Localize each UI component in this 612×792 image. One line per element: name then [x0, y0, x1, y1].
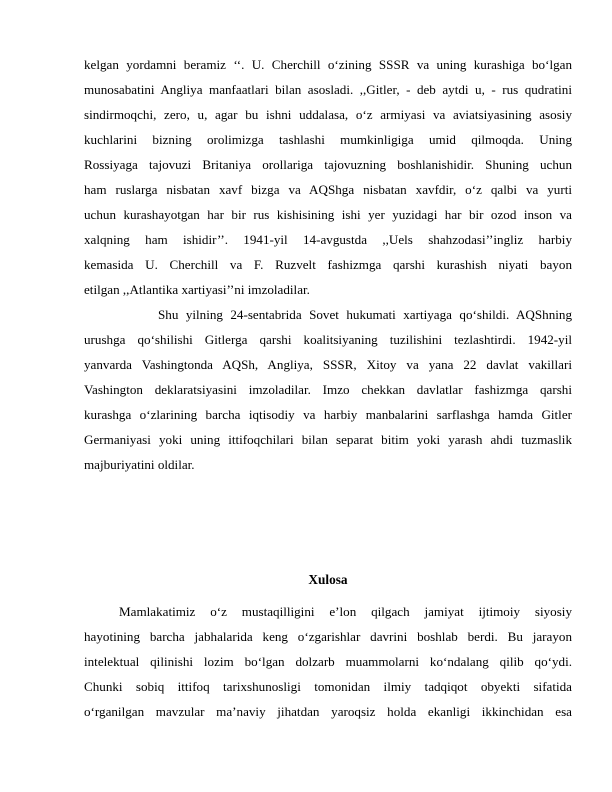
- text-line: kemasida U. Cherchill va F. Ruzvelt fashizmga qarshi kurashish niyati bayon: [84, 257, 572, 273]
- text-line: Vashington deklaratsiyasini imzoladilar. Imzo chekkan davlatlar fashizmga qarshi: [84, 382, 572, 398]
- section-heading: Xulosa: [308, 572, 348, 587]
- text-line: yanvarda Vashingtonda AQSh, Angliya, SSSR, Xitoy va yana 22 davlat vakillari: [84, 357, 572, 373]
- text-line: munosabatini Angliya manfaatlari bilan asosladi. ,,Gitler, - deb aytdi u, - rus qudratini: [84, 82, 572, 98]
- text-line: hayotining barcha jabhalarida keng o‘zgarishlar davrini boshlab berdi. Bu jarayon: [84, 629, 572, 645]
- paragraph-3: [84, 599, 572, 724]
- text-line: Germaniyasi yoki uning ittifoqchilari bilan separat bitim yoki yarash ahdi tuzmaslik: [84, 432, 572, 448]
- text-line: sindirmoqchi, zero, u, agar bu ishni uddalasa, o‘z armiyasi va aviatsiyasining asosiy: [84, 107, 572, 123]
- paragraph-2: [84, 302, 572, 477]
- text-line: kuchlarini bizning orolimizga tashlashi mumkinligiga umid qilmoqda. Uning: [84, 132, 572, 148]
- text-line: etilgan ,,Atlantika xartiyasi’’ni imzoladilar.: [84, 282, 310, 298]
- text-line: ham ruslarga nisbatan xavf bizga va AQShga nisbatan xavfdir, o‘z qalbi va yurti: [84, 182, 572, 198]
- text-line: majburiyatini oldilar.: [84, 457, 195, 473]
- text-line: intelektual qilinishi lozim bo‘lgan dolzarb muammolarni ko‘ndalang qilib qo‘ydi.: [84, 654, 572, 670]
- text-line: kurashga o‘zlarining barcha iqtisodiy va harbiy manbalarini sarflashga hamda Gitler: [84, 407, 572, 423]
- text-line: kelgan yordamni beramiz ‘‘. U. Cherchill o‘zining SSSR va uning kurashiga bo‘lgan: [84, 57, 572, 72]
- text-line: urushga qo‘shilishi Gitlerga qarshi koalitsiyaning tuzilishini tezlashtirdi. 1942-yil: [84, 332, 572, 348]
- text-line: Shu yilning 24-sentabrida Sovet hukumati xartiyaga qo‘shildi. AQShning: [158, 307, 572, 322]
- text-line: xalqning ham ishidir’’. 1941-yil 14-avgustda ,,Uels shahzodasi’’ingliz harbiy: [84, 232, 572, 248]
- text-line: uchun kurashayotgan har bir rus kishisining ishi yer yuzidagi har bir ozod inson va: [84, 207, 572, 223]
- text-line: Rossiyaga tajovuzi Britaniya orollariga tajovuzning boshlanishidir. Shuning uchun: [84, 157, 572, 173]
- text-line: Chunki sobiq ittifoq tarixshunosligi tomonidan ilmiy tadqiqot obyekti sifatida: [84, 679, 572, 695]
- text-line: Mamlakatimiz o‘z mustaqilligini e’lon qilgach jamiyat ijtimoiy siyosiy: [119, 604, 572, 619]
- paragraph-1: [84, 52, 572, 302]
- text-line: o‘rganilgan mavzular ma’naviy jihatdan yaroqsiz holda ekanligi ikkinchidan esa: [84, 704, 572, 720]
